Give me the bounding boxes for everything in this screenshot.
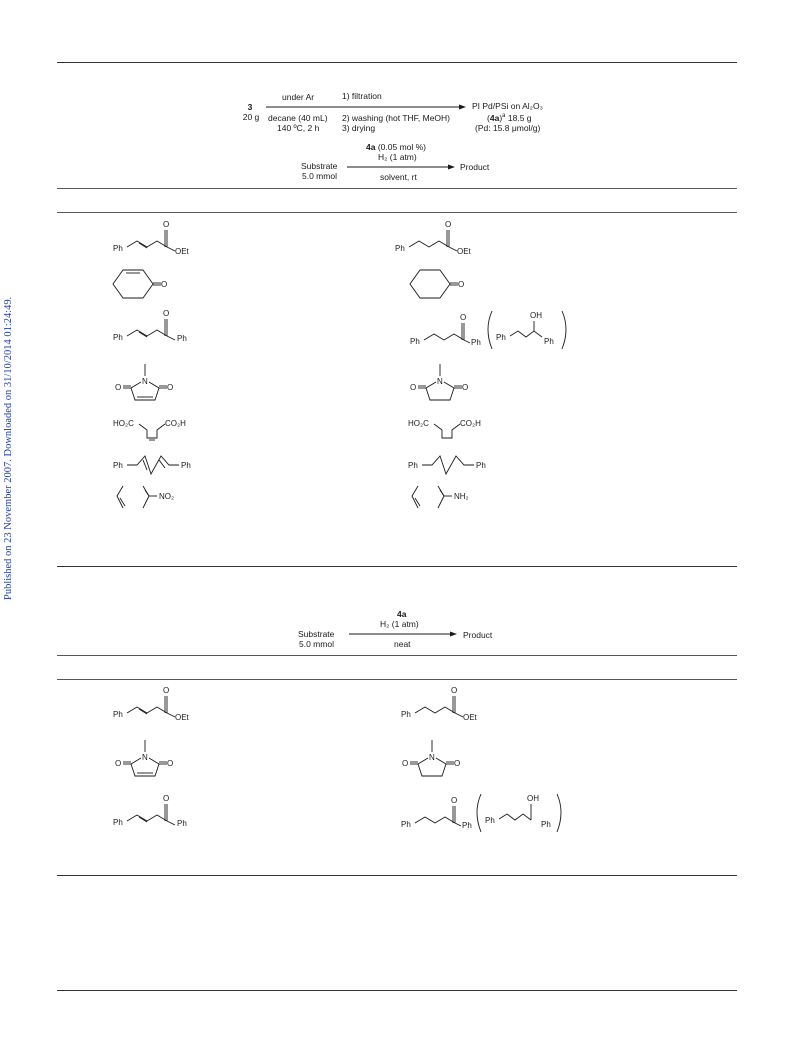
svg-text:Ph: Ph — [401, 820, 411, 829]
product-mass: $(4a)^a$ 18.5 g — [487, 112, 532, 123]
svg-text:O: O — [410, 383, 417, 392]
svg-text:N: N — [429, 753, 435, 762]
svg-text:O: O — [454, 759, 461, 768]
svg-text:CO₂H: CO₂H — [165, 419, 186, 428]
svg-text:O: O — [451, 796, 458, 805]
svg-text:Ph: Ph — [541, 820, 551, 829]
scheme2-amount: 5.0 mmol — [302, 171, 337, 181]
product-footnote: a — [502, 113, 506, 119]
svg-text:CO₂H: CO₂H — [460, 419, 481, 428]
svg-text:N: N — [142, 753, 148, 762]
svg-text:O: O — [451, 686, 458, 695]
svg-text:O: O — [161, 280, 168, 289]
svg-text:Ph: Ph — [410, 337, 420, 346]
substrate-nitroalkene — [113, 484, 203, 514]
svg-text:Ph: Ph — [471, 338, 481, 347]
svg-text:O: O — [115, 759, 122, 768]
svg-text:O: O — [163, 220, 170, 229]
scheme3-substrate: Substrate — [298, 629, 335, 639]
svg-text:OEt: OEt — [175, 247, 189, 256]
scheme3-conditions: neat — [394, 639, 411, 649]
svg-text:OEt: OEt — [457, 247, 471, 256]
svg-text:N: N — [437, 377, 443, 386]
rule-table2-header — [57, 679, 737, 680]
product-dihydrochalcone — [410, 307, 580, 353]
rule-top — [57, 62, 737, 63]
scheme3-arrow — [349, 631, 457, 639]
svg-text:Ph: Ph — [177, 334, 187, 343]
scheme3-product: Product — [463, 630, 493, 640]
scheme3-amount: 5.0 mmol — [299, 639, 334, 649]
svg-text:Ph: Ph — [113, 818, 123, 827]
svg-text:N: N — [142, 377, 148, 386]
svg-text:Ph: Ph — [113, 333, 123, 342]
substrate-cyclohexenone — [113, 266, 183, 302]
table2-product-n-methylsuccinimide — [400, 738, 470, 784]
product-succinic-acid — [408, 416, 498, 446]
svg-text:HO₂C: HO₂C — [113, 419, 134, 428]
table2-product-dihydrochalcone — [401, 790, 571, 836]
svg-text:HO₂C: HO₂C — [408, 419, 429, 428]
svg-text:Ph: Ph — [476, 461, 486, 470]
scheme3-h2: H₂ (1 atm) — [380, 619, 419, 629]
product-cyclohexanone — [410, 266, 480, 302]
scheme2-product: Product — [460, 162, 490, 172]
svg-text:Ph: Ph — [181, 461, 191, 470]
svg-text:Ph: Ph — [544, 337, 554, 346]
step-washing: 2) washing (hot THF, MeOH) — [342, 113, 451, 123]
svg-text:O: O — [445, 220, 452, 229]
scheme2-substrate: Substrate — [301, 161, 338, 171]
svg-text:Ph: Ph — [113, 244, 123, 253]
svg-text:Ph: Ph — [113, 461, 123, 470]
rule-table2-bottom — [57, 875, 737, 876]
arrow-top-condition: under Ar — [282, 92, 315, 102]
scheme2-h2: H₂ (1 atm) — [378, 152, 417, 162]
step-filtration: 1) filtration — [342, 91, 382, 101]
product-n-methylsuccinimide — [408, 362, 478, 408]
svg-text:Ph: Ph — [395, 244, 405, 253]
product-name: PI Pd/PSi on Al₂O₃ — [472, 101, 544, 111]
scheme2-catalyst-id: 4a — [366, 142, 376, 152]
svg-text:O: O — [460, 313, 467, 322]
svg-text:NH₂: NH₂ — [454, 492, 469, 501]
svg-text:Ph: Ph — [408, 461, 418, 470]
svg-text:Ph: Ph — [113, 710, 123, 719]
rule-scheme-bottom — [57, 188, 737, 189]
product-loading: (Pd: 15.8 μmol/g) — [475, 123, 541, 133]
arrow-bottom-solvent: decane (40 mL) — [268, 113, 328, 123]
substrate-chalcone — [113, 307, 203, 347]
rule-scheme3-bottom — [57, 655, 737, 656]
svg-text:O: O — [115, 383, 122, 392]
svg-text:Ph: Ph — [496, 333, 506, 342]
substrate-maleic-acid — [113, 416, 203, 446]
reagent-number: 3 — [247, 102, 253, 112]
svg-text:OH: OH — [527, 794, 539, 803]
rule-table1-bottom — [57, 566, 737, 567]
svg-text:OEt: OEt — [175, 713, 189, 722]
table2-substrate-chalcone — [113, 792, 203, 832]
svg-text:OH: OH — [530, 311, 542, 320]
svg-text:O: O — [163, 794, 170, 803]
svg-text:Ph: Ph — [177, 819, 187, 828]
scheme1-arrow — [266, 104, 466, 112]
svg-text:Ph: Ph — [401, 710, 411, 719]
product-ethyl-hydrocinnamate — [395, 220, 495, 260]
product-mass-value: 18.5 g — [507, 112, 532, 123]
svg-text:OEt: OEt — [463, 713, 477, 722]
svg-text:Ph: Ph — [462, 821, 472, 830]
svg-text:O: O — [462, 383, 469, 392]
rule-table1-header — [57, 212, 737, 213]
svg-text:O: O — [163, 309, 170, 318]
product-compound-id: 4a — [489, 112, 500, 123]
publication-note: Published on 23 November 2007. Downloaded on 31/10/2014 01:24:49. — [3, 296, 14, 600]
svg-text:O: O — [458, 280, 465, 289]
step-drying: 3) drying — [342, 123, 376, 133]
scheme2-catalyst-loading: (0.05 mol %) — [375, 142, 427, 152]
product-amine — [408, 484, 498, 514]
svg-text:O: O — [167, 383, 174, 392]
substrate-diphenylbutadiene — [113, 452, 203, 478]
substrate-ethyl-cinnamate — [113, 220, 203, 260]
product-diphenylbutane — [408, 452, 498, 478]
reagent-mass: 20 g — [242, 112, 260, 122]
scheme2-arrow — [347, 164, 455, 172]
svg-text:Ph: Ph — [485, 816, 495, 825]
svg-text:O: O — [167, 759, 174, 768]
scheme2-catalyst — [366, 143, 426, 152]
arrow-bottom-temperature: 140 ºC, 2 h — [277, 123, 320, 133]
scheme2-conditions: solvent, rt — [380, 172, 417, 182]
substrate-n-methylmaleimide — [113, 362, 183, 408]
scheme3-catalyst: 4a — [397, 609, 407, 619]
table2-substrate-ethyl-cinnamate — [113, 686, 203, 726]
svg-text:NO₂: NO₂ — [159, 492, 175, 501]
rule-page-bottom — [57, 990, 737, 991]
svg-text:O: O — [402, 759, 409, 768]
svg-text:O: O — [163, 686, 170, 695]
table2-substrate-n-methylmaleimide — [113, 738, 183, 784]
table2-product-ethyl-hydrocinnamate — [401, 686, 501, 726]
